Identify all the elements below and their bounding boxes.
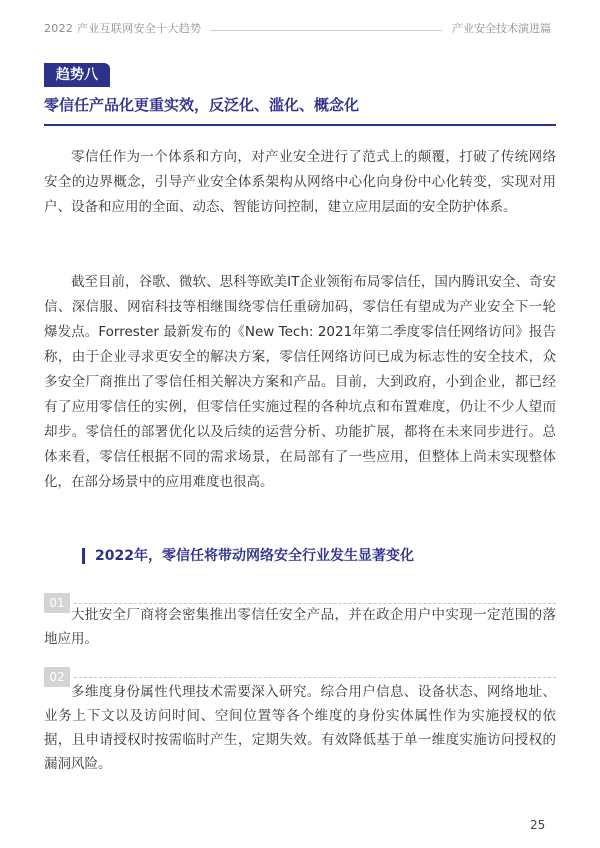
header-divider [210, 30, 442, 31]
body-paragraph-2: 截至目前，谷歌、微软、思科等欧美IT企业领衔布局零信任，国内腾讯安全、奇安信、深信服、网宿科技等相继围绕零信任重磅加码，零信任有望成为产业安全下一轮爆发点。Forrester 最新发布的《New Tech: 2021年第二季度零信任网络访问》报告称，由于企业寻求更安全的解决方案，零信任网络访问已成为标志性的安全技术，众多安全厂商推出了零信任相关解决方案和产品。目前，大到政府，小到企业，都已经有了应用零信任的实例，但零信任实施过程的各种坑点和布置难度，仍让不少人望而却步。零信任的部署优化以及后续的运营分析、功能扩展，都将在未来同步进行。总体来看，零信任根据不同的需求场景，在局部有了一些应用，但整体上尚未实现整体化，在部分场景中的应用难度也很高。 [44, 274, 556, 490]
section-heading: 2022年，零信任将带动网络安全行业发生显著变化 [82, 548, 414, 564]
item-number-badge: 01 [44, 593, 70, 613]
trend-badge: 趋势八 [44, 63, 110, 87]
item-text: 大批安全厂商将会密集推出零信任安全产品，并在政企用户中实现一定范围的落地应用。 [44, 607, 556, 647]
item-divider [74, 677, 556, 678]
running-header-title: 2022 产业互联网安全十大趋势 [44, 22, 202, 35]
body-paragraph-1: 零信任作为一个体系和方向，对产业安全进行了范式上的颠覆，打破了传统网络安全的边界概念，引导产业安全体系架构从网络中心化向身份中心化转变，实现对用户、设备和应用的全面、动态、智能访问控制，建立应用层面的安全防护体系。 [44, 149, 556, 215]
title-underline [44, 124, 556, 126]
item-number-badge: 02 [44, 667, 70, 687]
trend-title: 零信任产品化更重实效，反泛化、滥化、概念化 [44, 96, 360, 114]
page-number: 25 [530, 818, 546, 832]
item-text: 多维度身份属性代理技术需要深入研究。综合用户信息、设备状态、网络地址、业务上下文以及访问时间、空间位置等各个维度的身份实体属性作为实施授权的依据，且申请授权时按需临时产生，定期失效。有效降低基于单一维度实施访问授权的漏洞风险。 [44, 684, 556, 772]
running-header-section: 产业安全技术演进篇 [452, 22, 551, 35]
